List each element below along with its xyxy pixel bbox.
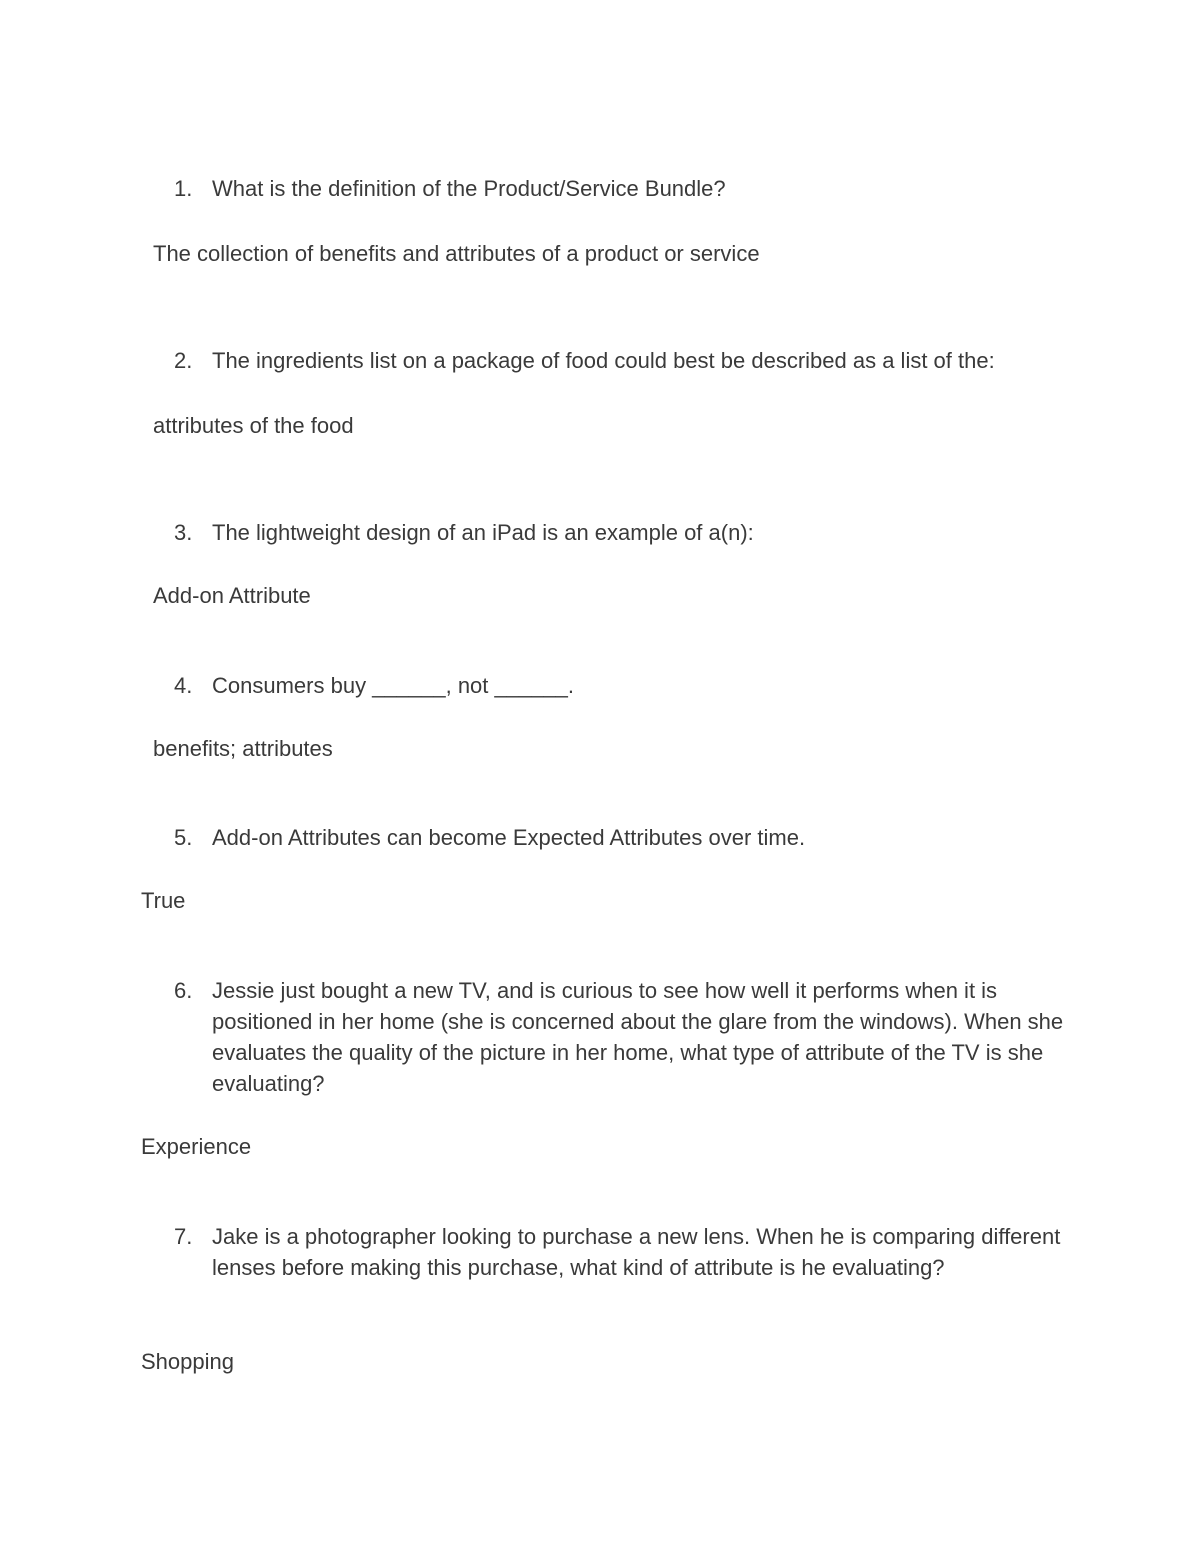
answer-4: benefits; attributes — [153, 736, 333, 761]
question-2 — [174, 345, 1074, 376]
question-text: Jessie just bought a new TV, and is curious to see how well it performs when it is positioned in her home (she is concerned about the glare from the windows). When she evaluates the quality of the picture in her home, what type of attribute of the TV is she evaluating? — [212, 978, 1064, 1096]
answer-7: Shopping — [141, 1349, 234, 1374]
question-text: Jake is a photographer looking to purchase a new lens. When he is comparing different lenses before making this purchase, what kind of attribute is he evaluating? — [212, 1224, 1061, 1280]
answer-2: attributes of the food — [153, 413, 354, 438]
question-number: 2. — [174, 348, 193, 373]
question-text: Consumers buy ______, not ______. — [212, 673, 575, 698]
answer-3: Add-on Attribute — [153, 583, 311, 608]
question-text: Add-on Attributes can become Expected Attributes over time. — [212, 825, 806, 850]
question-number: 7. — [174, 1224, 193, 1249]
question-4 — [174, 670, 1074, 701]
question-text: What is the definition of the Product/Service Bundle? — [212, 176, 726, 201]
question-number: 3. — [174, 520, 193, 545]
question-number: 4. — [174, 673, 193, 698]
question-number: 1. — [174, 176, 193, 201]
question-1 — [174, 173, 1074, 204]
question-text: The ingredients list on a package of food could best be described as a list of the: — [212, 348, 995, 373]
question-3 — [174, 517, 1074, 548]
answer-5: True — [141, 888, 186, 913]
question-number: 6. — [174, 978, 193, 1003]
answer-6: Experience — [141, 1134, 252, 1159]
question-text: The lightweight design of an iPad is an example of a(n): — [212, 520, 754, 545]
answer-1: The collection of benefits and attributes of a product or service — [153, 241, 760, 266]
question-6 — [174, 975, 1074, 1099]
question-7 — [174, 1221, 1074, 1283]
question-5 — [174, 822, 1074, 853]
question-number: 5. — [174, 825, 193, 850]
